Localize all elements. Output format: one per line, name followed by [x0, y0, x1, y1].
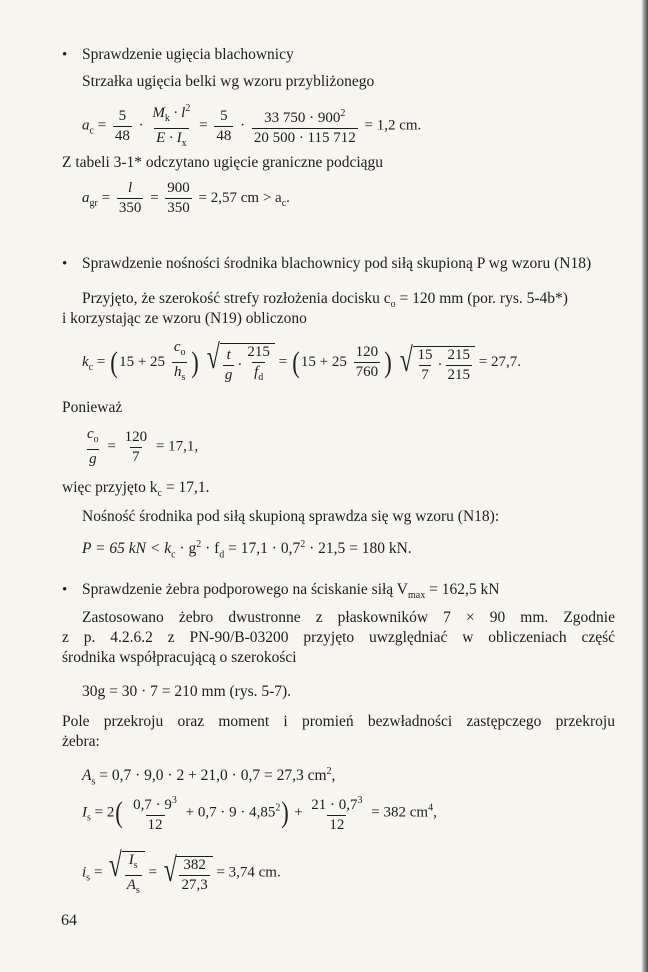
section-heading-stiffener: Sprawdzenie żebra podporowego na ściskanie siłą $V_{max} = 162,5$ kN	[82, 581, 500, 602]
equation-cg: $\frac{c_o}{g}$ = $\frac{120}{7}$ = 17,1,	[87, 426, 199, 467]
text-line: Pole przekroju oraz moment i promień bezwładności zastępczego przekroju	[62, 713, 615, 730]
text-line: Ponieważ	[62, 399, 123, 416]
bullet: •	[62, 582, 68, 598]
bullet: •	[62, 256, 68, 272]
text-line: i korzystając ze wzoru (N19) obliczono	[62, 310, 307, 327]
text-line: Zastosowano żebro dwustronne z płaskowników 7 × 90 mm. Zgodnie	[82, 609, 615, 626]
equation-ac: $a_c$ = $\frac{5}{48}$ · $\frac{M_k \cdot l^2}{E \cdot I_x}$ = $\frac{5}{48}$ · $\frac{33 750 \cdot 900^2}{20 500 \cdot 115 712}$ = 1,2 cm.	[82, 100, 421, 152]
equation-is: $I_s = 2$( $\frac{0,7 \cdot 9^3}{12}$ + $0,7 \cdot 9 \cdot 4,85^2$) + $\frac{21 \cdot 0,7^3}{12}$ = 382 $cm^4$,	[82, 795, 437, 833]
section-heading-web-capacity: Sprawdzenie nośności środnika blachownicy pod siłą skupioną P wg wzoru (N18)	[82, 255, 592, 272]
text-line: środnika współpracującą o szerokości	[62, 649, 297, 666]
equation-as: $A_s = 0,7 \cdot 9,0 \cdot 2 + 21,0 \cdot 0,7 = 27,3$ $cm^2$,	[82, 766, 336, 788]
text-line: Strzałka ugięcia belki wg wzoru przybliżonego	[82, 73, 375, 90]
equation-is-radius: $i_s$ = √ $I_s$ $A_s$ = √ 382 27,3 = 3,74 cm.	[82, 847, 281, 899]
section-heading-deflection: Sprawdzenie ugięcia blachownicy	[82, 46, 294, 63]
page-edge-shadow	[641, 0, 648, 972]
bullet: •	[62, 47, 68, 63]
equation-kc: $k_c = (15 + 25$ $\frac{c_o}{h_s}$ ) √ t g · 215 $f_d$ = (15 + 25 $\frac{120}{760}$ ) √ 15 7 · 215 215 = 27,7.	[82, 339, 521, 386]
page-number: 64	[61, 912, 77, 929]
equation-30g: 30g = 30 · 7 = 210 mm (rys. 5-7).	[82, 683, 292, 700]
equation-agr: $a_{gr}$ = $\frac{l}{350}$ = $\frac{900}{350}$ = 2,57 cm > $a_c$.	[82, 180, 290, 216]
text-line: z p. 4.2.6.2 z PN-90/B-03200 przyjęto uwzględniać w obliczeniach część	[62, 629, 615, 646]
text-line: Nośność środnika pod siłą skupioną sprawdza się wg wzoru (N18):	[82, 508, 500, 525]
text-line: więc przyjęto $k_c = 17,1$.	[62, 479, 210, 500]
text-line: Przyjęto, że szerokość strefy rozłożenia docisku $c_o = 120$ mm (por. rys. 5-4b*)	[82, 290, 568, 311]
text-line: żebra:	[62, 733, 100, 750]
text-line: Z tabeli 3-1* odczytano ugięcie graniczne podciągu	[62, 154, 384, 171]
equation-p: P = 65 kN < $k_c \cdot g^2 \cdot f_d = 17,1 \cdot 0,7^2 \cdot 21,5 = 180$ kN.	[82, 539, 412, 561]
